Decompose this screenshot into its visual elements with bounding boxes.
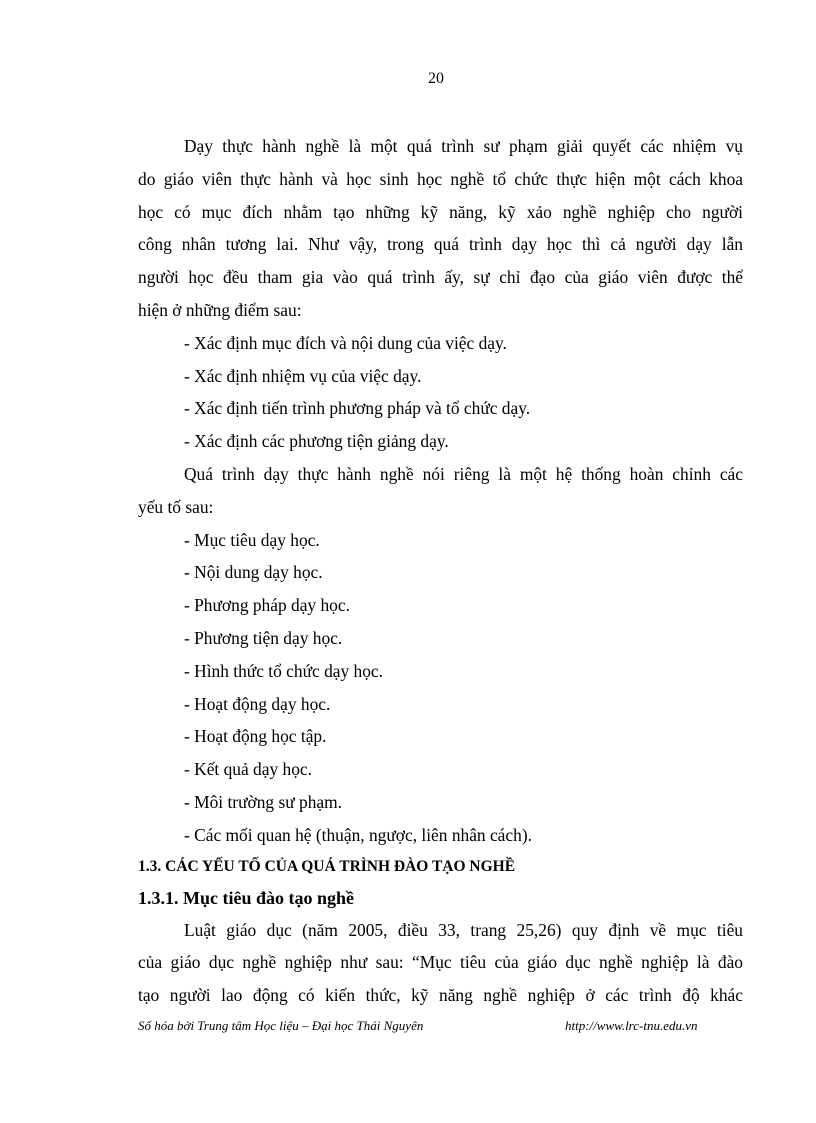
document-body — [138, 130, 743, 1012]
list-item: - Hoạt động dạy học. — [184, 693, 331, 714]
list-item: - Xác định mục đích và nội dung của việc dạy. — [184, 332, 507, 353]
list-item: - Hoạt động học tập. — [184, 726, 327, 747]
page-number: 20 — [428, 70, 444, 87]
paragraph-line: yếu tố sau: — [138, 496, 214, 517]
list-item: - Kết quả dạy học. — [184, 759, 312, 780]
paragraph-line: học có mục đích nhằm tạo những kỹ năng, kỹ xảo nghề nghiệp cho người — [138, 201, 743, 222]
paragraph-line: tạo người lao động có kiến thức, kỹ năng nghề nghiệp ở các trình độ khác — [138, 985, 743, 1006]
list-item: - Các mối quan hệ (thuận, ngược, liên nhân cách). — [184, 824, 532, 845]
paragraph-line: người học đều tham gia vào quá trình ấy, sự chỉ đạo của giáo viên được thể — [138, 267, 743, 288]
paragraph-line: của giáo dục nghề nghiệp như sau: “Mục tiêu của giáo dục nghề nghiệp là đào — [138, 952, 743, 973]
list-item: - Xác định tiến trình phương pháp và tổ chức dạy. — [184, 398, 531, 419]
list-item: - Mục tiêu dạy học. — [184, 529, 320, 550]
paragraph-line: Dạy thực hành nghề là một quá trình sư phạm giải quyết các nhiệm vụ — [184, 136, 743, 156]
paragraph-line: Luật giáo dục (năm 2005, điều 33, trang 25,26) quy định về mục tiêu — [184, 919, 743, 940]
section-heading: 1.3. CÁC YẾU TỐ CỦA QUÁ TRÌNH ĐÀO TẠO NGHỀ — [138, 857, 516, 875]
paragraph-line: công nhân tương lai. Như vậy, trong quá trình dạy học thì cả người dạy lẫn — [138, 234, 743, 255]
list-item: - Hình thức tổ chức dạy học. — [184, 660, 383, 681]
list-item: - Phương pháp dạy học. — [184, 595, 350, 616]
list-item: - Xác định các phương tiện giảng dạy. — [184, 431, 449, 452]
paragraph-line: hiện ở những điểm sau: — [138, 299, 302, 320]
paragraph-line: Quá trình dạy thực hành nghề nói riêng là một hệ thống hoàn chỉnh các — [184, 463, 743, 484]
list-item: - Nội dung dạy học. — [184, 562, 323, 583]
footer-source-text: Số hóa bởi Trung tâm Học liệu – Đại học Thái Nguyên — [138, 1018, 424, 1033]
footer-url: http://www.lrc-tnu.edu.vn — [565, 1018, 698, 1033]
paragraph-line: do giáo viên thực hành và học sinh học nghề tổ chức thực hiện một cách khoa — [138, 168, 743, 189]
list-item: - Xác định nhiệm vụ của việc dạy. — [184, 365, 422, 386]
list-item: - Môi trường sư phạm. — [184, 791, 342, 812]
subsection-heading: 1.3.1. Mục tiêu đào tạo nghề — [138, 887, 354, 908]
list-item: - Phương tiện dạy học. — [184, 627, 343, 648]
